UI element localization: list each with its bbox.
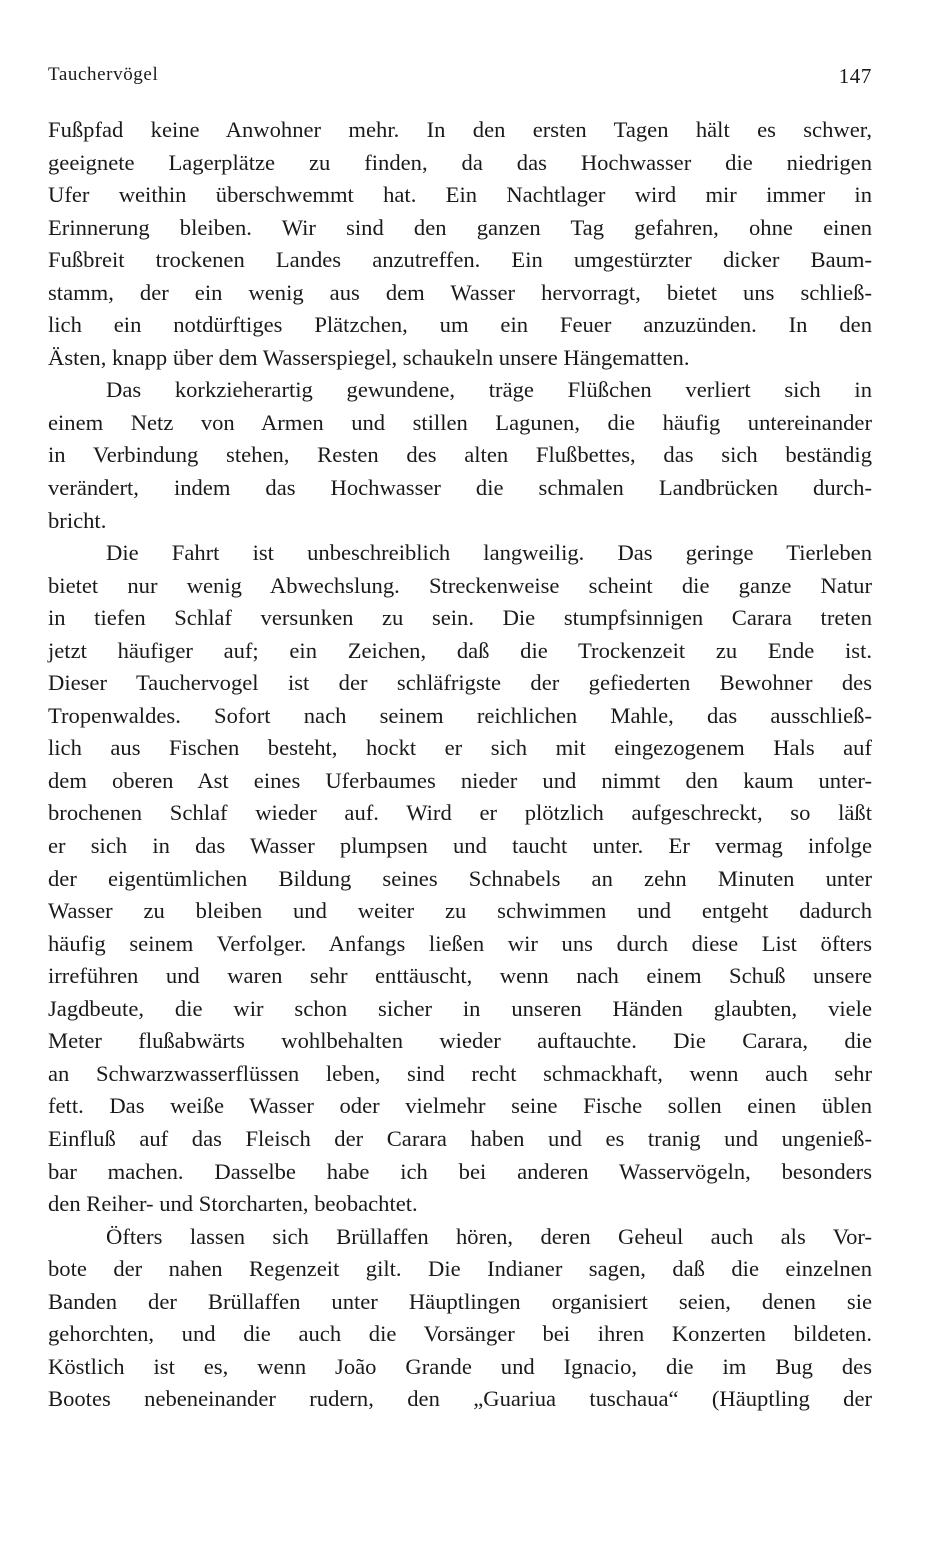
- paragraph: [48, 114, 872, 374]
- text-line: stamm, der ein wenig aus dem Wasser hervorragt, bietet uns schließ-: [48, 279, 872, 305]
- paragraph: [48, 374, 872, 537]
- text-line: Bootes nebeneinander rudern, den „Guariua tuschaua“ (Häuptling der: [48, 1386, 872, 1412]
- running-title: Tauchervögel: [48, 64, 159, 85]
- text-line: brochenen Schlaf wieder auf. Wird er plötzlich aufgeschreckt, so läßt: [48, 800, 872, 826]
- text-line: bar machen. Dasselbe habe ich bei anderen Wasservögeln, besonders: [48, 1158, 872, 1184]
- text-line: lich aus Fischen besteht, hockt er sich mit eingezogenem Hals auf: [48, 735, 872, 761]
- text-line: gehorchten, und die auch die Vorsänger bei ihren Konzerten bildeten.: [48, 1321, 872, 1347]
- text-line: bricht.: [48, 507, 107, 533]
- page-header: [48, 64, 872, 94]
- text-line: Dieser Tauchervogel ist der schläfrigste der gefiederten Bewohner des: [48, 670, 872, 696]
- text-line: einem Netz von Armen und stillen Lagunen, die häufig untereinander: [48, 409, 872, 435]
- text-line: geeignete Lagerplätze zu finden, da das Hochwasser die niedrigen: [48, 149, 872, 175]
- text-line: bietet nur wenig Abwechslung. Streckenweise scheint die ganze Natur: [48, 572, 872, 598]
- text-line: bote der nahen Regenzeit gilt. Die Indianer sagen, daß die einzelnen: [48, 1256, 872, 1282]
- text-line: Tropenwaldes. Sofort nach seinem reichlichen Mahle, das ausschließ-: [48, 702, 872, 728]
- text-line: Fußpfad keine Anwohner mehr. In den ersten Tagen hält es schwer,: [48, 117, 872, 142]
- text-line: Banden der Brüllaffen unter Häuptlingen organisiert seien, denen sie: [48, 1288, 872, 1314]
- text-line: verändert, indem das Hochwasser die schmalen Landbrücken durch-: [48, 475, 872, 501]
- body-text: [48, 114, 872, 1416]
- text-line: in tiefen Schlaf versunken zu sein. Die stumpfsinnigen Carara treten: [48, 605, 872, 631]
- paragraph: [48, 1221, 872, 1416]
- text-line: er sich in das Wasser plumpsen und taucht unter. Er vermag infolge: [48, 833, 872, 859]
- text-line: dem oberen Ast eines Uferbaumes nieder und nimmt den kaum unter-: [48, 767, 872, 793]
- text-line: Erinnerung bleiben. Wir sind den ganzen Tag gefahren, ohne einen: [48, 214, 872, 240]
- text-line: Die Fahrt ist unbeschreiblich langweilig. Das geringe Tierleben: [106, 540, 872, 566]
- text-line: häufig seinem Verfolger. Anfangs ließen wir uns durch diese List öfters: [48, 930, 872, 956]
- text-line: Einfluß auf das Fleisch der Carara haben und es tranig und ungenieß-: [48, 1125, 872, 1151]
- paragraph: [48, 537, 872, 1220]
- text-line: jetzt häufiger auf; ein Zeichen, daß die Trockenzeit zu Ende ist.: [48, 637, 872, 663]
- text-line: Köstlich ist es, wenn João Grande und Ignacio, die im Bug des: [48, 1353, 872, 1379]
- text-line: Das korkzieherartig gewundene, träge Flüßchen verliert sich in: [106, 377, 872, 403]
- page-number: 147: [838, 64, 872, 88]
- text-line: Wasser zu bleiben und weiter zu schwimmen und entgeht dadurch: [48, 898, 872, 924]
- text-line: der eigentümlichen Bildung seines Schnabels an zehn Minuten unter: [48, 865, 872, 891]
- text-line: lich ein notdürftiges Plätzchen, um ein Feuer anzuzünden. In den: [48, 312, 872, 338]
- text-line: Ästen, knapp über dem Wasserspiegel, schaukeln unsere Hängematten.: [48, 344, 690, 370]
- text-line: in Verbindung stehen, Resten des alten Flußbettes, das sich beständig: [48, 442, 872, 468]
- text-line: an Schwarzwasserflüssen leben, sind recht schmackhaft, wenn auch sehr: [48, 1060, 872, 1086]
- text-line: Jagdbeute, die wir schon sicher in unseren Händen glaubten, viele: [48, 995, 872, 1021]
- text-line: irreführen und waren sehr enttäuscht, wenn nach einem Schuß unsere: [48, 963, 872, 989]
- text-line: Fußbreit trockenen Landes anzutreffen. Ein umgestürzter dicker Baum-: [48, 247, 872, 273]
- text-line: den Reiher- und Storcharten, beobachtet.: [48, 1191, 418, 1217]
- text-line: Meter flußabwärts wohlbehalten wieder auftauchte. Die Carara, die: [48, 1028, 872, 1054]
- text-line: Ufer weithin überschwemmt hat. Ein Nachtlager wird mir immer in: [48, 182, 872, 208]
- text-line: Öfters lassen sich Brüllaffen hören, deren Geheul auch als Vor-: [106, 1223, 872, 1249]
- text-line: fett. Das weiße Wasser oder vielmehr seine Fische sollen einen üblen: [48, 1093, 872, 1119]
